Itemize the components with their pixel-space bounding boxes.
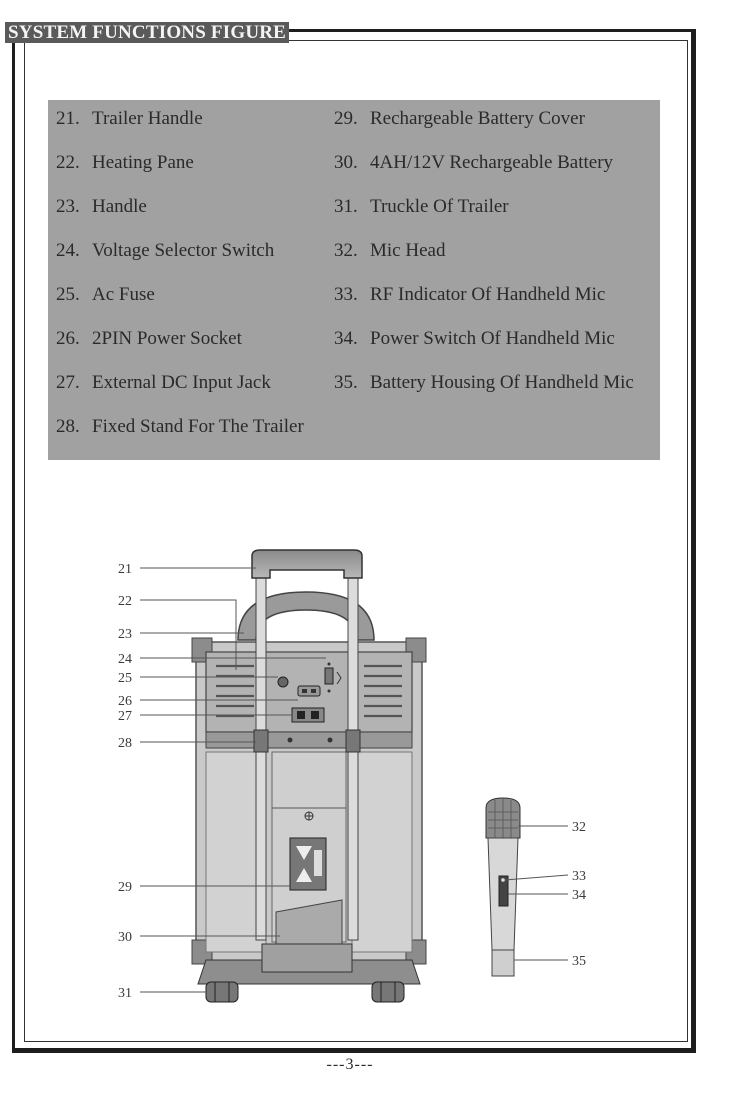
callout-23: 23 <box>118 627 132 642</box>
voltage-selector-switch <box>325 668 333 684</box>
page-number: ---3--- <box>326 1056 374 1073</box>
legend-item-23: 23. Handle <box>56 196 147 217</box>
callout-34: 34 <box>572 888 586 903</box>
callout-26: 26 <box>118 694 132 709</box>
legend-item-34: 34. Power Switch Of Handheld Mic <box>334 328 615 349</box>
callout-28: 28 <box>118 736 132 751</box>
trailer-fixed-stand <box>206 732 412 748</box>
legend-item-31: 31. Truckle Of Trailer <box>334 196 509 217</box>
callout-27: 27 <box>118 709 132 724</box>
truckle-wheels <box>206 982 404 1002</box>
legend-item-21: 21. Trailer Handle <box>56 108 203 129</box>
side-panel-right <box>352 752 412 952</box>
legend-item-27: 27. External DC Input Jack <box>56 372 271 393</box>
legend-item-26: 26. 2PIN Power Socket <box>56 328 242 349</box>
legend-item-25: 25. Ac Fuse <box>56 284 155 305</box>
legend-item-33: 33. RF Indicator Of Handheld Mic <box>334 284 606 305</box>
trolley-speaker <box>192 550 426 1002</box>
callout-30: 30 <box>118 930 132 945</box>
callout-21: 21 <box>118 562 132 577</box>
callout-29: 29 <box>118 880 132 895</box>
trailer-handle <box>252 550 362 578</box>
rf-indicator <box>501 878 505 882</box>
legend-item-22: 22. Heating Pane <box>56 152 194 173</box>
dc-input-jack <box>292 708 324 722</box>
callout-35: 35 <box>572 954 586 969</box>
callout-31: 31 <box>118 986 132 1001</box>
legend-item-24: 24. Voltage Selector Switch <box>56 240 275 261</box>
trolley-rod-right <box>348 570 358 940</box>
power-socket <box>298 686 320 696</box>
legend-item-30: 30. 4AH/12V Rechargeable Battery <box>334 152 614 173</box>
callout-32: 32 <box>572 820 586 835</box>
handheld-microphone <box>486 798 520 976</box>
section-title: SYSTEM FUNCTIONS FIGURE <box>5 22 289 43</box>
legend-item-28: 28. Fixed Stand For The Trailer <box>56 416 304 437</box>
ac-fuse <box>278 677 288 687</box>
legend-item-35: 35. Battery Housing Of Handheld Mic <box>334 372 634 393</box>
callout-24: 24 <box>118 652 132 667</box>
callout-22: 22 <box>118 594 132 609</box>
trolley-rod-left <box>256 570 266 940</box>
mic-battery-housing <box>492 950 514 976</box>
legend-item-32: 32. Mic Head <box>334 240 446 261</box>
callout-33: 33 <box>572 869 586 884</box>
legend-item-29: 29. Rechargeable Battery Cover <box>334 108 585 129</box>
callout-25: 25 <box>118 671 132 686</box>
